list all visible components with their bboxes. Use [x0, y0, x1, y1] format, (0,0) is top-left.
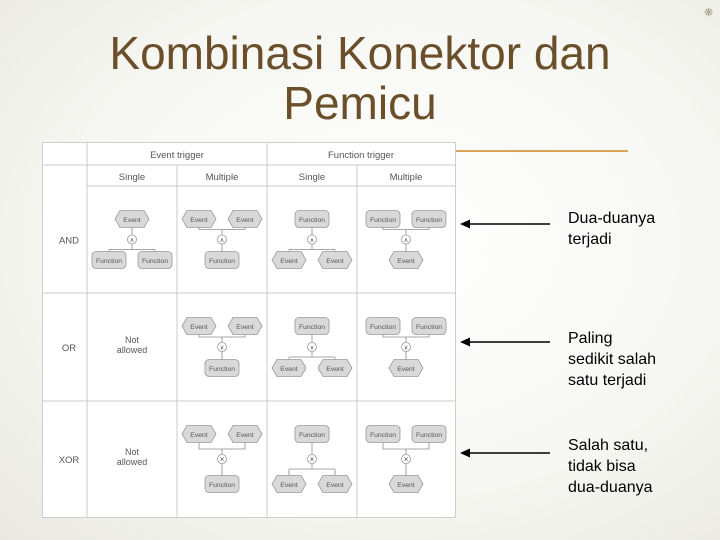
shape-label: Event — [397, 366, 415, 373]
connector-trigger-diagram — [42, 142, 456, 518]
shape-label: Event — [190, 432, 208, 439]
note-xor — [568, 435, 653, 498]
header-multiple: Multiple — [205, 172, 239, 183]
shape-label: Function — [208, 258, 236, 265]
connector-symbol: ∧ — [219, 236, 225, 244]
shape-label: Event — [397, 482, 415, 489]
row-label: OR — [61, 343, 77, 354]
note-line: Paling — [568, 330, 613, 347]
shape-label: Event — [123, 217, 141, 224]
connector-symbol: ∧ — [129, 236, 135, 244]
shape-label: Event — [236, 432, 254, 439]
decor-glyph: ❋ — [704, 7, 714, 19]
shape-label: Function — [369, 324, 397, 331]
diagram-canvas — [43, 143, 455, 517]
note-line: terjadi — [568, 231, 612, 248]
note-line: Salah satu, — [568, 437, 649, 454]
shape-label: Function — [208, 482, 236, 489]
shape-label: Function — [298, 324, 326, 331]
not-allowed-label: Not allowed — [116, 447, 148, 467]
connector-symbol: ∨ — [309, 343, 315, 352]
shape-label: Event — [190, 217, 208, 224]
shape-label: Event — [280, 258, 298, 265]
shape-label: Event — [236, 217, 254, 224]
shape-label: Function — [208, 366, 236, 373]
slide-title-line-1: Kombinasi Konektor dan — [109, 27, 611, 79]
shape-label: Function — [141, 258, 169, 265]
connector-symbol: ∨ — [403, 343, 409, 352]
note-and — [568, 208, 655, 250]
note-line: dua-duanya — [568, 479, 653, 496]
header-single: Single — [118, 172, 146, 183]
connector-symbol: ∧ — [309, 236, 315, 244]
shape-label: Event — [326, 366, 344, 373]
shape-label: Event — [326, 482, 344, 489]
connector-symbol: ∧ — [403, 236, 409, 244]
note-line: satu terjadi — [568, 372, 647, 389]
connector-symbol: ✕ — [309, 455, 315, 464]
shape-label: Event — [326, 258, 344, 265]
slide-title-line-2: Pemicu — [283, 77, 437, 129]
header-function-trigger: Function trigger — [327, 150, 395, 161]
shape-label: Function — [369, 217, 397, 224]
header-event-trigger: Event trigger — [150, 150, 204, 161]
row-label: XOR — [58, 455, 80, 466]
connector-symbol: ✕ — [403, 455, 409, 464]
connector-symbol: ∨ — [219, 343, 225, 352]
shape-label: Event — [397, 258, 415, 265]
shape-label: Function — [415, 432, 443, 439]
shape-label: Function — [369, 432, 397, 439]
shape-label: Function — [95, 258, 123, 265]
arrow-left-icon — [460, 336, 552, 348]
slide-title — [0, 28, 720, 128]
shape-label: Event — [280, 366, 298, 373]
note-line: Dua-duanya — [568, 210, 656, 227]
note-or — [568, 328, 656, 391]
shape-label: Event — [280, 482, 298, 489]
connector-symbol: ✕ — [219, 455, 225, 464]
shape-label: Event — [236, 324, 254, 331]
shape-label: Event — [190, 324, 208, 331]
not-allowed-label: Not allowed — [116, 335, 148, 355]
shape-label: Function — [298, 432, 326, 439]
arrow-left-icon — [460, 218, 552, 230]
header-multiple: Multiple — [389, 172, 423, 183]
shape-label: Function — [298, 217, 326, 224]
note-line: sedikit salah — [568, 351, 657, 368]
shape-label: Function — [415, 324, 443, 331]
note-line: tidak bisa — [568, 458, 636, 475]
arrow-left-icon — [460, 447, 552, 459]
header-single: Single — [298, 172, 326, 183]
shape-label: Function — [415, 217, 443, 224]
row-label: AND — [58, 235, 80, 247]
